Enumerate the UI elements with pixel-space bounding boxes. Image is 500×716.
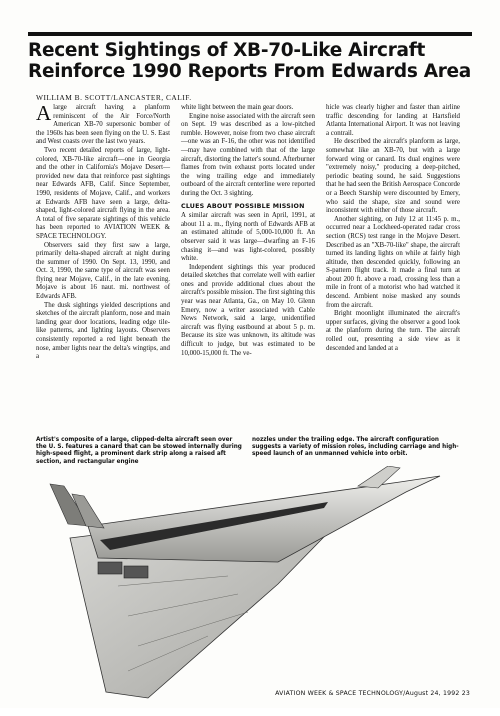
column-2 — [181, 104, 315, 358]
paragraph-text: large aircraft having a planform reminiscent of the Air Force/North American XB-70 supersonic bomber of the 1960s has been seen flying on the U. S. East and West coasts over the last two years. — [36, 104, 170, 146]
page-footer: AVIATION WEEK & SPACE TECHNOLOGY/August 24, 1992 23 — [275, 690, 470, 697]
engine-nozzle-shape — [98, 562, 122, 574]
caption-part-1: Artist's composite of a large, clipped-delta aircraft seen over the U. S. features a canard that can be stowed internally during high-speed flight, a prominent dark strip along a raised aft section, and rectangular engine — [36, 437, 242, 465]
byline: WILLIAM B. SCOTT/LANCASTER, CALIF. — [36, 93, 192, 102]
paragraph: The dusk sightings yielded descriptions and sketches of the aircraft planform, nose and main landing gear door locations, leading edge tile-like patterns, and lighting layouts. Observers consistently reported a red light beneath the nose, amber lights near the delta's wingtips, and a — [36, 301, 170, 361]
paragraph: A similar aircraft was seen in April, 1991, at about 11 a. m., flying north of Edwards AFB at an estimated altitude of 5,000-10,000 ft. An observer said it was large—dwarfing an F-16 chasing it—and was light-colored, possibly white. — [181, 212, 315, 263]
paragraph: Two recent detailed reports of large, light-colored, XB-70-like aircraft—one in Georgia and the other in California's Mojave Desert—provided new data that reinforce past sightings near Edwards AFB, Calif. Since September, 1990, residents of Mojave, Calif., and workers at Edwards AFB have seen a large, delta-shaped, light-colored aircraft flying in the area. A total of five separate sightings of this vehicle has been reported to AVIATION WEEK & SPACE TECHNOLOGY. — [36, 146, 170, 240]
paragraph: Bright moonlight illuminated the aircraft's upper surfaces, giving the observer a good look at the planform during the turn. The aircraft rolled out, presenting a side view as it descended and landed at a — [326, 310, 460, 352]
paragraph: Another sighting, on July 12 at 11:45 p. m., occurred near a Lockheed-operated radar cross section (RCS) test range in the Mojave Desert. Described as an "XB-70-like" shape, the aircraft turned its landing lights on while at fairly high altitude, then descended quickly, following an S-pattern flight track. It made a final turn at about 200 ft. above a road, crossing less than a mile in front of a motorist who had watched it descend. Ambient noise masked any sounds from the aircraft. — [326, 215, 460, 309]
paragraph: He described the aircraft's planform as large, somewhat like an XB-70, but with a large forward wing or canard. Its dual engines were "extremely noisy," producing a deep-pitched, periodic beating sound, he said. Suggestions that he had seen the British Aerospace Concorde or a Beech Starship were discounted by Emery, who said the shape, size and sound were inconsistent with either of those aircraft. — [326, 138, 460, 215]
aircraft-illustration — [28, 466, 472, 716]
column-1 — [36, 101, 170, 362]
paragraph: hicle was clearly higher and faster than airline traffic descending for landing at Hartsfield Atlanta International Airport. It was not leaving a contrail. — [326, 104, 460, 137]
caption-part-2: nozzles under the trailing edge. The aircraft configuration suggests a variety of mission roles, including carriage and high-speed launch of an unmanned vehicle into orbit. — [252, 437, 459, 458]
paragraph: Independent sightings this year produced detailed sketches that correlate well with earlier ones and provide additional clues about the aircraft's possible mission. The first sighting this year was near Atlanta, Ga., on May 10. Glenn Emery, now a writer associated with Cable News Network, said a large, unidentified aircraft was flying eastbound at about 5 p. m. Because its size was unknown, its altitude was difficult to judge, but was estimated to be 10,000-15,000 ft. The ve- — [181, 263, 315, 357]
paragraph: Engine noise associated with the aircraft seen on Sept. 19 was described as a low-pitched rumble. However, noise from two chase aircraft—one was an F-16, the other was not identified—may have combined with that of the large aircraft, distorting the latter's sound. Afterburner flames from twin exhaust ports located under the wing trailing edge and immediately outboard of the aircraft centerline were reported during the Oct. 3 sighting. — [181, 112, 315, 197]
column-3 — [326, 104, 460, 353]
paragraph: Observers said they first saw a large, primarily delta-shaped aircraft at night during the summer of 1990. On Sept. 13, 1990, and Oct. 3, 1990, the same type of aircraft was seen flying near Mojave, Calif., in the late evening. Mojave is about 16 naut. mi. northwest of Edwards AFB. — [36, 241, 170, 301]
engine-nozzle-shape — [124, 566, 148, 578]
paragraph: white light between the main gear doors. — [181, 104, 294, 111]
drop-cap: A — [36, 101, 52, 125]
subhead: CLUES ABOUT POSSIBLE MISSION — [181, 202, 305, 210]
top-rule — [28, 32, 472, 36]
headline: Recent Sightings of XB-70-Like Aircraft Reinforce 1990 Reports From Edwards Area — [28, 40, 471, 82]
paragraph — [36, 101, 170, 147]
